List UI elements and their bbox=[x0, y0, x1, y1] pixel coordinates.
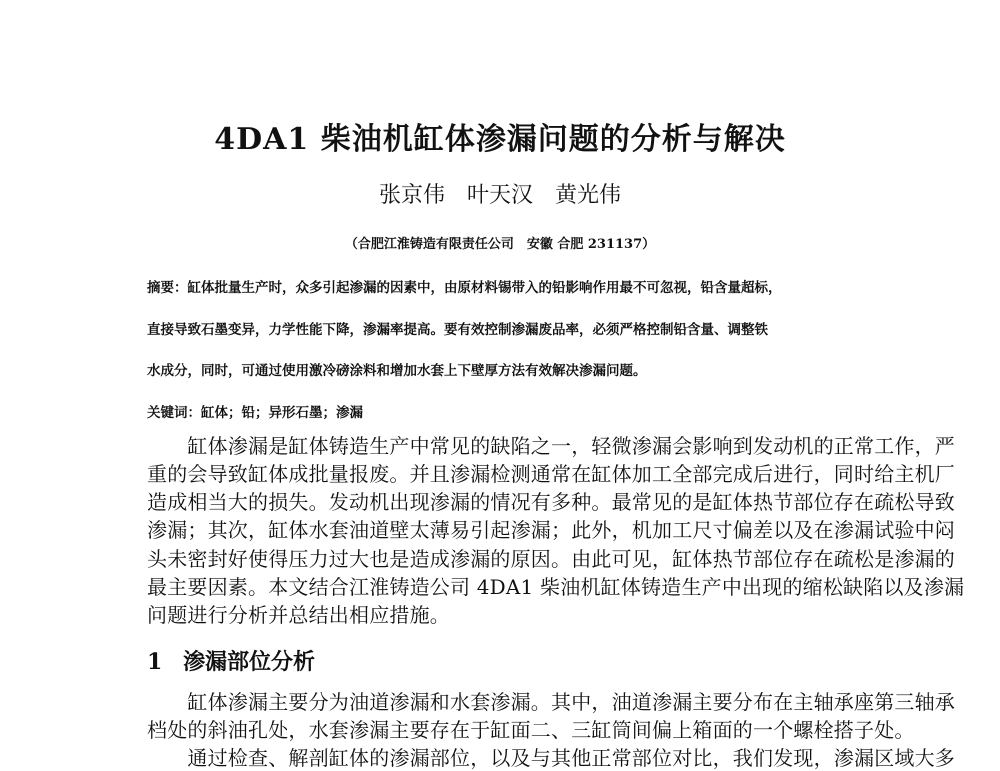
body-line: 头未密封好使得压力过大也是造成渗漏的原因。由此可见，缸体热节部位存在疏松是渗漏的 bbox=[147, 547, 955, 571]
body-line: 档处的斜油孔处，水套渗漏主要存在于缸面二、三缸筒间偏上箱面的一个螺栓搭子处。 bbox=[147, 718, 915, 742]
body-line: 缸体渗漏主要分为油道渗漏和水套渗漏。其中，油道渗漏主要分布在主轴承座第三轴承 bbox=[147, 690, 955, 714]
body-line: 最主要因素。本文结合江淮铸造公司 4DA1 柴油机缸体铸造生产中出现的缩松缺陷以及渗漏 bbox=[147, 575, 965, 599]
abstract-line: 水成分，同时，可通过使用激冷磅涂料和增加水套上下壁厚方法有效解决渗漏问题。 bbox=[147, 363, 647, 379]
body-line: 缸体渗漏是缸体铸造生产中常见的缺陷之一，轻微渗漏会影响到发动机的正常工作，严 bbox=[147, 434, 955, 458]
paper-title: 4DA1 柴油机缸体渗漏问题的分析与解决 bbox=[214, 122, 786, 157]
affiliation: （合肥江淮铸造有限责任公司 安徽 合肥 231137） bbox=[344, 237, 656, 252]
section-heading bbox=[147, 645, 315, 676]
body-line: 渗漏；其次，缸体水套油道壁太薄易引起渗漏；此外，机加工尺寸偏差以及在渗漏试验中闷 bbox=[147, 518, 955, 542]
abstract-line: 摘要：缸体批量生产时，众多引起渗漏的因素中，由原材料锡带入的铅影响作用最不可忽视，铅含量超标， bbox=[147, 280, 782, 296]
body-line: 通过检查、解剖缸体的渗漏部位，以及与其他正常部位对比，我们发现，渗漏区域大多 bbox=[147, 746, 955, 770]
authors: 张京伟 叶天汉 黄光伟 bbox=[378, 183, 621, 208]
body-line: 造成相当大的损失。发动机出现渗漏的情况有多种。最常见的是缸体热节部位存在疏松导致 bbox=[147, 490, 955, 514]
keywords: 关键词：缸体；铅；异形石墨；渗漏 bbox=[147, 405, 363, 421]
body-line: 重的会导致缸体成批量报废。并且渗漏检测通常在缸体加工全部完成后进行，同时给主机厂 bbox=[147, 462, 955, 486]
section-number: 1 bbox=[147, 649, 163, 675]
abstract-line: 直接导致石墨变异，力学性能下降，渗漏率提高。要有效控制渗漏废品率，必须严格控制铅含量、调整铁 bbox=[147, 322, 768, 338]
body-line: 问题进行分析并总结出相应措施。 bbox=[147, 603, 450, 627]
section-title: 渗漏部位分析 bbox=[183, 649, 316, 675]
